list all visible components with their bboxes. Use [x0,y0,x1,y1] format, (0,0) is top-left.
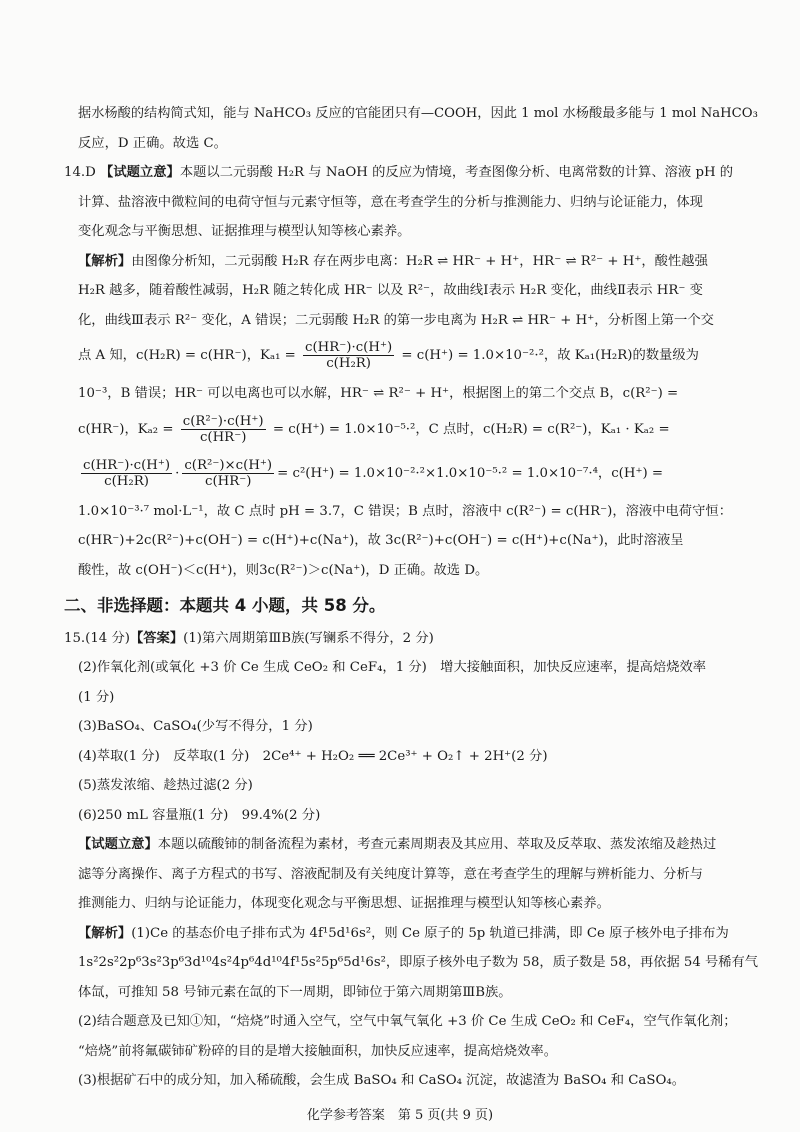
text-line: 变化观念与平衡思想、证据推理与模型认知等核心素养。 [78,224,411,239]
intent-header: 【试题立意】本题以硫酸铈的制备流程为素材，考查元素周期表及其应用、萃取及反萃取、蒸发浓缩及趁热过 [78,837,717,852]
answer-item: (4)萃取(1 分) 反萃取(1 分) 2Ce⁴⁺ + H₂O₂ ══ 2Ce³⁺ + O₂↑ + 2H⁺(2 分) [78,748,548,764]
answer-item: (5)蒸发浓缩、趁热过滤(2 分) [78,778,253,793]
section-tag: 【试题立意】 [100,165,180,180]
question-15-header: 15.(14 分)【答案】(1)第六周期第ⅢB族(写镧系不得分，2 分) [64,630,434,646]
question-14-header: 14.D 【试题立意】本题以二元弱酸 H₂R 与 NaOH 的反应为情境，考查图像分析、电离常数的计算、溶液 pH 的 [64,165,734,180]
section-tag: 【解析】 [78,925,132,941]
text-line: c(HR⁻)+2c(R²⁻)+c(OH⁻) = c(H⁺)+c(Na⁺)，故 3c(R²⁻)+c(OH⁻) = c(H⁺)+c(Na⁺)，此时溶液呈 [78,533,684,548]
text-line: 据水杨酸的结构简式知，能与 NaHCO₃ 反应的官能团只有—COOH，因此 1 mol 水杨酸最多能与 1 mol NaHCO₃ [78,106,758,121]
section-tag: 【答案】 [129,630,184,646]
answer-item: (2)作氧化剂(或氧化 +3 价 Ce 生成 CeO₂ 和 CeF₄，1 分) 增大接触面积，加快反应速率，提高焙烧效率 [78,660,707,675]
fraction: $\frac{c(HR^-)\cdot c(H^+)}{\text{c(H₂R)}}$ [305,340,393,371]
text-line: 体氙，可推知 58 号铈元素在氙的下一周期，即铈位于第六周期第ⅢB族。 [78,984,512,1000]
text-line: H₂R 越多，随着酸性减弱，H₂R 随之转化成 HR⁻ 以及 R²⁻，故曲线Ⅰ表示 H₂R 变化，曲线Ⅱ表示 HR⁻ 变 [78,283,703,298]
answer-item: (3)BaSO₄、CaSO₄(少写不得分，1 分) [78,719,313,734]
text-line: 化，曲线Ⅲ表示 R²⁻ 变化，A 错误；二元弱酸 H₂R 的第一步电离为 H₂R ⇌ HR⁻ + H⁺，分析图上第一个交 [78,312,714,328]
text-line: 1.0×10⁻³·⁷ mol·L⁻¹，故 C 点时 pH = 3.7，C 错误；B 点时，溶液中 c(R²⁻) = c(HR⁻)，溶液中电荷守恒： [78,503,732,519]
analysis-header: 【解析】(1)Ce 的基态价电子排布式为 4f¹5d¹6s²，则 Ce 原子的 5p 轨道已排满，即 Ce 原子核外电子排布为 [78,925,729,941]
formula-line: $\frac{c(HR^-)\cdot c(H^+)}{\text{c(H₂R)}}$ · $\frac{\text{c(R²⁻)×c(H⁺)}}{c(HR^-)}$ = c²(H⁺) = 1.0×10⁻²·²×1.0×10⁻⁵·² = 1.0×10⁻⁷·⁴，c(H⁺) = [83,457,664,489]
analysis-header: 【解析】由图像分析知，二元弱酸 H₂R 存在两步电离：H₂R ⇌ HR⁻ + H⁺，HR⁻ ⇌ R²⁻ + H⁺，酸性越强 [78,253,708,269]
formula-line: c(HR⁻)，Kₐ₂ = $\frac{\text{c(R²⁻)·c(H⁺)}}{c(HR^-)}$ = c(H⁺) = 1.0×10⁻⁵·²，C 点时，c(H₂R) = c(R²⁻)，Kₐ₁ · Kₐ₂ = [78,413,670,445]
text-line: (2)结合题意及已知①知，“焙烧”时通入空气，空气中氧气氧化 +3 价 Ce 生成 CeO₂ 和 CeF₄，空气作氧化剂； [78,1014,737,1029]
text-line: (3)根据矿石中的成分知，加入稀硫酸，会生成 BaSO₄ 和 CaSO₄ 沉淀，故滤渣为 BaSO₄ 和 CaSO₄。 [78,1073,685,1088]
answer-item: (1 分) [78,689,115,705]
text-line: 计算、盐溶液中微粒间的电荷守恒与元素守恒等，意在考查学生的分析与推测能力、归纳与论证能力，体现 [78,194,703,210]
text-line: 酸性，故 c(OH⁻)＜c(H⁺)，则3c(R²⁻)＞c(Na⁺)，D 正确。故选 D。 [78,562,489,578]
text-line: 1s²2s²2p⁶3s²3p⁶3d¹⁰4s²4p⁶4d¹⁰4f¹5s²5p⁶5d¹6s²，即原子核外电子数为 58，质子数是 58，再依据 54 号稀有气 [78,955,758,970]
text-line: 滤等分离操作、离子方程式的书写、溶液配制及有关纯度计算等，意在考查学生的理解与辨析能力、分析与 [78,866,703,882]
page-footer: 化学参考答案 第 5 页(共 9 页) [306,1108,494,1123]
answer-body [64,104,758,1101]
text-line: 推测能力、归纳与论证能力，体现变化观念与平衡思想、证据推理与模型认知等核心素养。 [78,896,610,911]
section-heading: 二、非选择题：本题共 4 小题，共 58 分。 [64,595,386,615]
text-line: 反应，D 正确。故选 C。 [78,135,227,151]
section-tag: 【试题立意】 [78,837,158,852]
question-number: 14.D [64,165,101,180]
fraction: $\frac{\text{c(R²⁻)×c(H⁺)}}{c(HR^-)}$ [184,457,273,489]
answer-item: (6)250 mL 容量瓶(1 分) 99.4%(2 分) [78,807,321,823]
question-number: 15.(14 分) [64,630,130,646]
text-line: “焙烧”前将氟碳铈矿粉碎的目的是增大接触面积，加快反应速率，提高焙烧效率。 [78,1043,557,1059]
text-line: 10⁻³，B 错误；HR⁻ 可以电离也可以水解，HR⁻ ⇌ R²⁻ + H⁺，根据图上的第二个交点 B，c(R²⁻) = [78,386,679,401]
formula-line: 点 A 知，c(H₂R) = c(HR⁻)，Kₐ₁ = $\frac{c(HR^-)\cdot c(H^+)}{\text{c(H₂R)}}$ = c(H⁺) = 1.0×10⁻²·²，故 Kₐ₁(H₂R)的数量级为 [78,340,699,371]
fraction: $\frac{c(HR^-)\cdot c(H^+)}{\text{c(H₂R)}}$ [83,457,171,489]
section-tag: 【解析】 [78,253,132,269]
fraction: $\frac{\text{c(R²⁻)·c(H⁺)}}{c(HR^-)}$ [182,413,264,445]
